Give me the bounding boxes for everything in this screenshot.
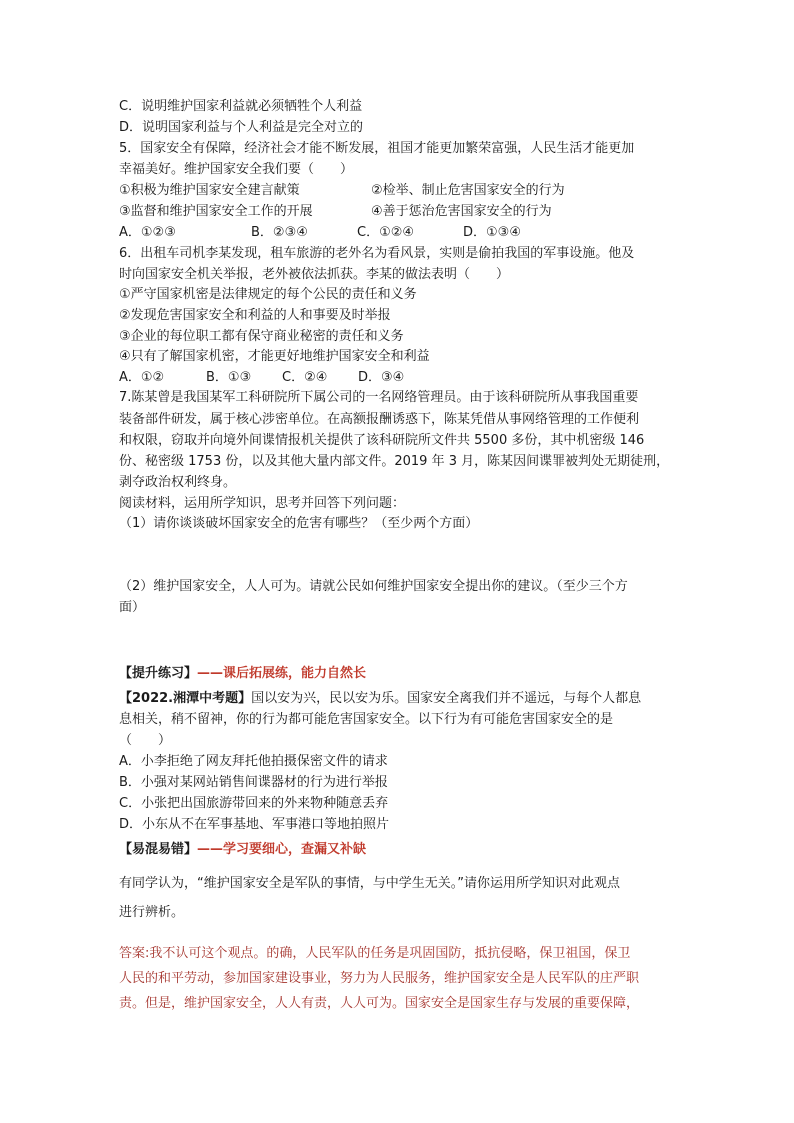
- q6-item-1: ①严守国家机密是法律规定的每个公民的责任和义务: [119, 287, 417, 302]
- extension-option-b: B．小强对某网站销售间谍器材的行为进行举报: [119, 775, 388, 790]
- q7-prompt: 阅读材料，运用所学知识，思考并回答下列问题：: [119, 496, 406, 511]
- q5-items-row2: [119, 202, 689, 222]
- confusion-label: 【易混易错】: [119, 842, 198, 857]
- extension-question-line3: （ ）: [119, 733, 172, 748]
- extension-option-c: C．小张把出国旅游带回来的外来物种随意丢弃: [119, 796, 389, 811]
- q5-item-4: ④善于惩治危害国家安全的行为: [371, 204, 552, 219]
- extension-question-line2: 息相关，稍不留神，你的行为都可能危害国家安全。以下行为有可能危害国家安全的是: [119, 712, 614, 727]
- q6-option-d: D．③④: [358, 370, 405, 385]
- q5-option-c: C．①②④: [357, 225, 415, 240]
- q5-item-3: ③监督和维护国家安全工作的开展: [119, 204, 313, 219]
- q6-options: [119, 368, 689, 388]
- answer-line1: 答案:我不认可这个观点。的确，人民军队的任务是巩固国防，抵抗侵略，保卫祖国，保卫: [119, 946, 631, 961]
- q7-material-line2: 装备部件研发，属于核心涉密单位。在高额报酬诱惑下，陈某凭借从事网络管理的工作便利: [119, 412, 640, 427]
- q7-material-line5: 剥夺政治权利终身。: [119, 475, 237, 490]
- extension-label: 【提升练习】: [119, 666, 198, 681]
- extension-tagline: ——课后拓展练，能力自然长: [197, 666, 367, 681]
- confusion-question-line2: 进行辨析。: [119, 905, 185, 920]
- q7-material-line1: 7.陈某曾是我国某军工科研院所下属公司的一名网络管理员。由于该科研院所从事我国重要: [119, 390, 639, 405]
- extension-option-d: D．小东从不在军事基地、军事港口等地拍照片: [119, 817, 390, 832]
- q7-material-line4: 份、秘密级 1753 份，以及其他大量内部文件。2019 年 3 月，陈某因间谍罪被判处无期徒刑，: [119, 454, 670, 469]
- q4-option-d: D．说明国家利益与个人利益是完全对立的: [119, 120, 364, 135]
- q6-stem-line2: 时向国家安全机关举报，老外被依法抓获。李某的做法表明（ ）: [119, 267, 510, 282]
- q5-items-row1: [119, 181, 689, 201]
- extension-option-a: A．小李拒绝了网友拜托他拍摄保密文件的请求: [119, 754, 388, 769]
- q6-item-2: ②发现危害国家安全和利益的人和事要及时举报: [119, 308, 391, 323]
- q5-item-1: ①积极为维护国家安全建言献策: [119, 183, 300, 198]
- q7-subquestion-2-line2: 面）: [119, 600, 146, 615]
- q7-material-line3: 和权限，窃取并向境外间谍情报机关提供了该科研院所文件共 5500 多份，其中机密级 146: [119, 433, 645, 448]
- extension-header: [119, 664, 689, 684]
- answer-line2: 人民的和平劳动，参加国家建设事业，努力为人民服务，维护国家安全是人民军队的庄严职: [119, 971, 640, 986]
- q5-stem-line2: 幸福美好。维护国家安全我们要（ ）: [119, 162, 354, 177]
- q6-option-c: C．②④: [282, 370, 328, 385]
- q6-option-a: A．①②: [119, 370, 165, 385]
- q5-option-a: A．①②③: [119, 225, 176, 240]
- q5-stem-line1: 5．国家安全有保障，经济社会才能不断发展，祖国才能更加繁荣富强，人民生活才能更加: [119, 141, 635, 156]
- q6-stem-line1: 6．出租车司机李某发现，租车旅游的老外名为看风景，实则是偷拍我国的军事设施。他及: [119, 246, 635, 261]
- extension-question-text: 国以安为兴，民以安为乐。国家安全离我们并不遥远，与每个人都息: [251, 691, 642, 706]
- q6-option-b: B．①③: [206, 370, 252, 385]
- q6-item-3: ③企业的每位职工都有保守商业秘密的责任和义务: [119, 329, 404, 344]
- confusion-tagline: ——学习要细心，查漏又补缺: [197, 842, 367, 857]
- q4-option-c: C．说明维护国家利益就必须牺牲个人利益: [119, 99, 363, 114]
- q7-subquestion-2-line1: （2）维护国家安全，人人可为。请就公民如何维护国家安全提出你的建议。（至少三个方: [119, 579, 628, 594]
- extension-source: 【2022.湘潭中考题】: [119, 691, 252, 706]
- q5-option-b: B．②③④: [251, 225, 308, 240]
- answer-line3: 责。但是，维护国家安全，人人有责，人人可为。国家安全是国家生存与发展的重要保障，: [119, 996, 640, 1011]
- q5-option-d: D．①③④: [463, 225, 521, 240]
- extension-question-line1: [119, 689, 689, 709]
- q7-subquestion-1: （1）请你谈谈破坏国家安全的危害有哪些？（至少两个方面）: [119, 516, 479, 531]
- q5-item-2: ②检举、制止危害国家安全的行为: [371, 183, 565, 198]
- confusion-header: [119, 840, 689, 860]
- confusion-question-line1: 有同学认为，“维护国家安全是军队的事情，与中学生无关。”请你运用所学知识对此观点: [119, 876, 620, 891]
- q5-options: [119, 223, 689, 243]
- q6-item-4: ④只有了解国家机密，才能更好地维护国家安全和利益: [119, 349, 430, 364]
